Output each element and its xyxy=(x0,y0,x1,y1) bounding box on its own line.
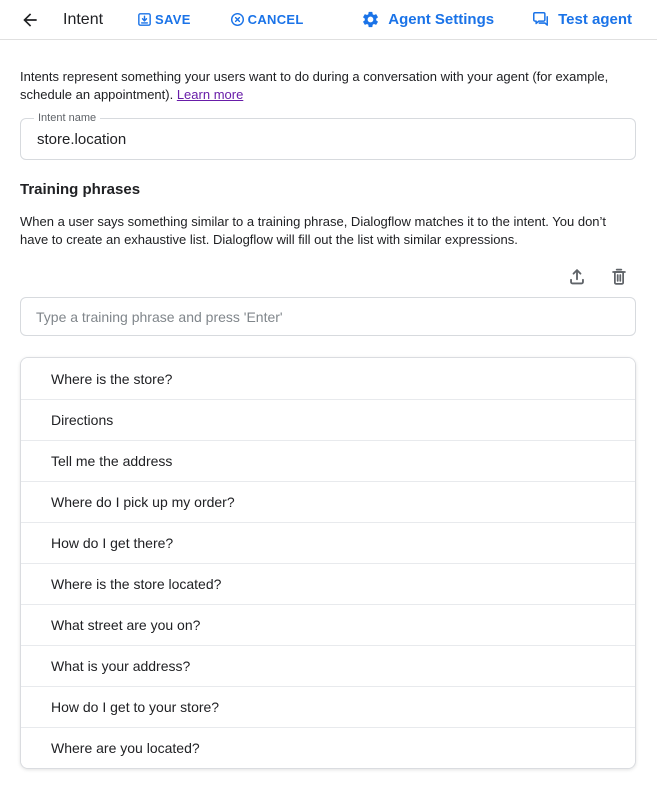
trash-icon xyxy=(608,266,630,288)
training-phrase-text: What is your address? xyxy=(51,658,191,674)
page-title: Intent xyxy=(63,10,104,28)
upload-icon xyxy=(566,266,588,288)
back-button[interactable] xyxy=(20,10,40,30)
save-icon xyxy=(136,11,153,28)
arrow-left-icon xyxy=(20,10,40,30)
header-toolbar xyxy=(0,0,657,40)
training-phrase-row[interactable] xyxy=(21,686,635,727)
training-phrase-row[interactable] xyxy=(21,481,635,522)
training-phrase-text: Where is the store? xyxy=(51,370,173,387)
save-button[interactable] xyxy=(136,11,191,28)
training-phrase-text: How do I get there? xyxy=(51,535,174,551)
gear-icon xyxy=(361,10,380,29)
agent-settings-label: Agent Settings xyxy=(388,11,495,28)
training-phrase-text: Where do I pick up my order? xyxy=(51,494,235,510)
delete-button[interactable] xyxy=(608,266,630,288)
training-phrase-row[interactable] xyxy=(21,604,635,645)
training-phrase-input[interactable] xyxy=(20,297,636,336)
training-phrase-row[interactable] xyxy=(21,522,635,563)
training-phrase-row[interactable] xyxy=(21,563,635,604)
training-phrase-text: Directions xyxy=(51,412,114,428)
training-phrases-heading: Training phrases xyxy=(20,181,141,198)
intent-name-input[interactable] xyxy=(21,119,635,159)
training-phrase-text: What street are you on? xyxy=(51,617,201,633)
training-phrases-description: When a user says something similar to a training phrase, Dialogflow matches it to the intent. You don’t have to create an exhaustive list. Dialogflow will fill out the list with similar expressions. xyxy=(20,214,607,247)
learn-more-link[interactable]: Learn more xyxy=(176,87,244,102)
training-phrase-row[interactable] xyxy=(21,645,635,686)
phrase-toolbar xyxy=(20,265,636,289)
training-phrase-text: Tell me the address xyxy=(51,453,173,469)
main-content xyxy=(0,68,657,769)
save-button-label: SAVE xyxy=(155,12,191,27)
training-phrase-row[interactable] xyxy=(21,399,635,440)
intent-description xyxy=(20,68,636,104)
training-phrase-row[interactable] xyxy=(21,440,635,481)
test-agent-button[interactable] xyxy=(531,10,632,29)
intent-description-text: Intents represent something your users want to do during a conversation with your agent (for example, schedule an appointment). xyxy=(20,69,609,102)
cancel-button[interactable] xyxy=(229,11,304,28)
training-phrase-row[interactable] xyxy=(21,727,635,768)
test-agent-label: Test agent xyxy=(558,11,632,28)
header-right-actions xyxy=(361,10,632,29)
training-phrase-text: How do I get to your store? xyxy=(51,699,220,715)
training-phrase-row[interactable] xyxy=(21,358,635,399)
training-phrase-text: Where are you located? xyxy=(51,740,200,756)
chat-bubbles-icon xyxy=(531,10,550,29)
intent-name-label: Intent name xyxy=(34,112,100,125)
cancel-button-label: CANCEL xyxy=(247,12,304,27)
training-phrase-text: Where is the store located? xyxy=(51,576,222,592)
training-phrases-list xyxy=(20,357,636,769)
agent-settings-button[interactable] xyxy=(361,10,494,29)
upload-button[interactable] xyxy=(566,266,588,288)
cancel-icon xyxy=(229,11,246,28)
intent-name-field xyxy=(20,112,636,160)
